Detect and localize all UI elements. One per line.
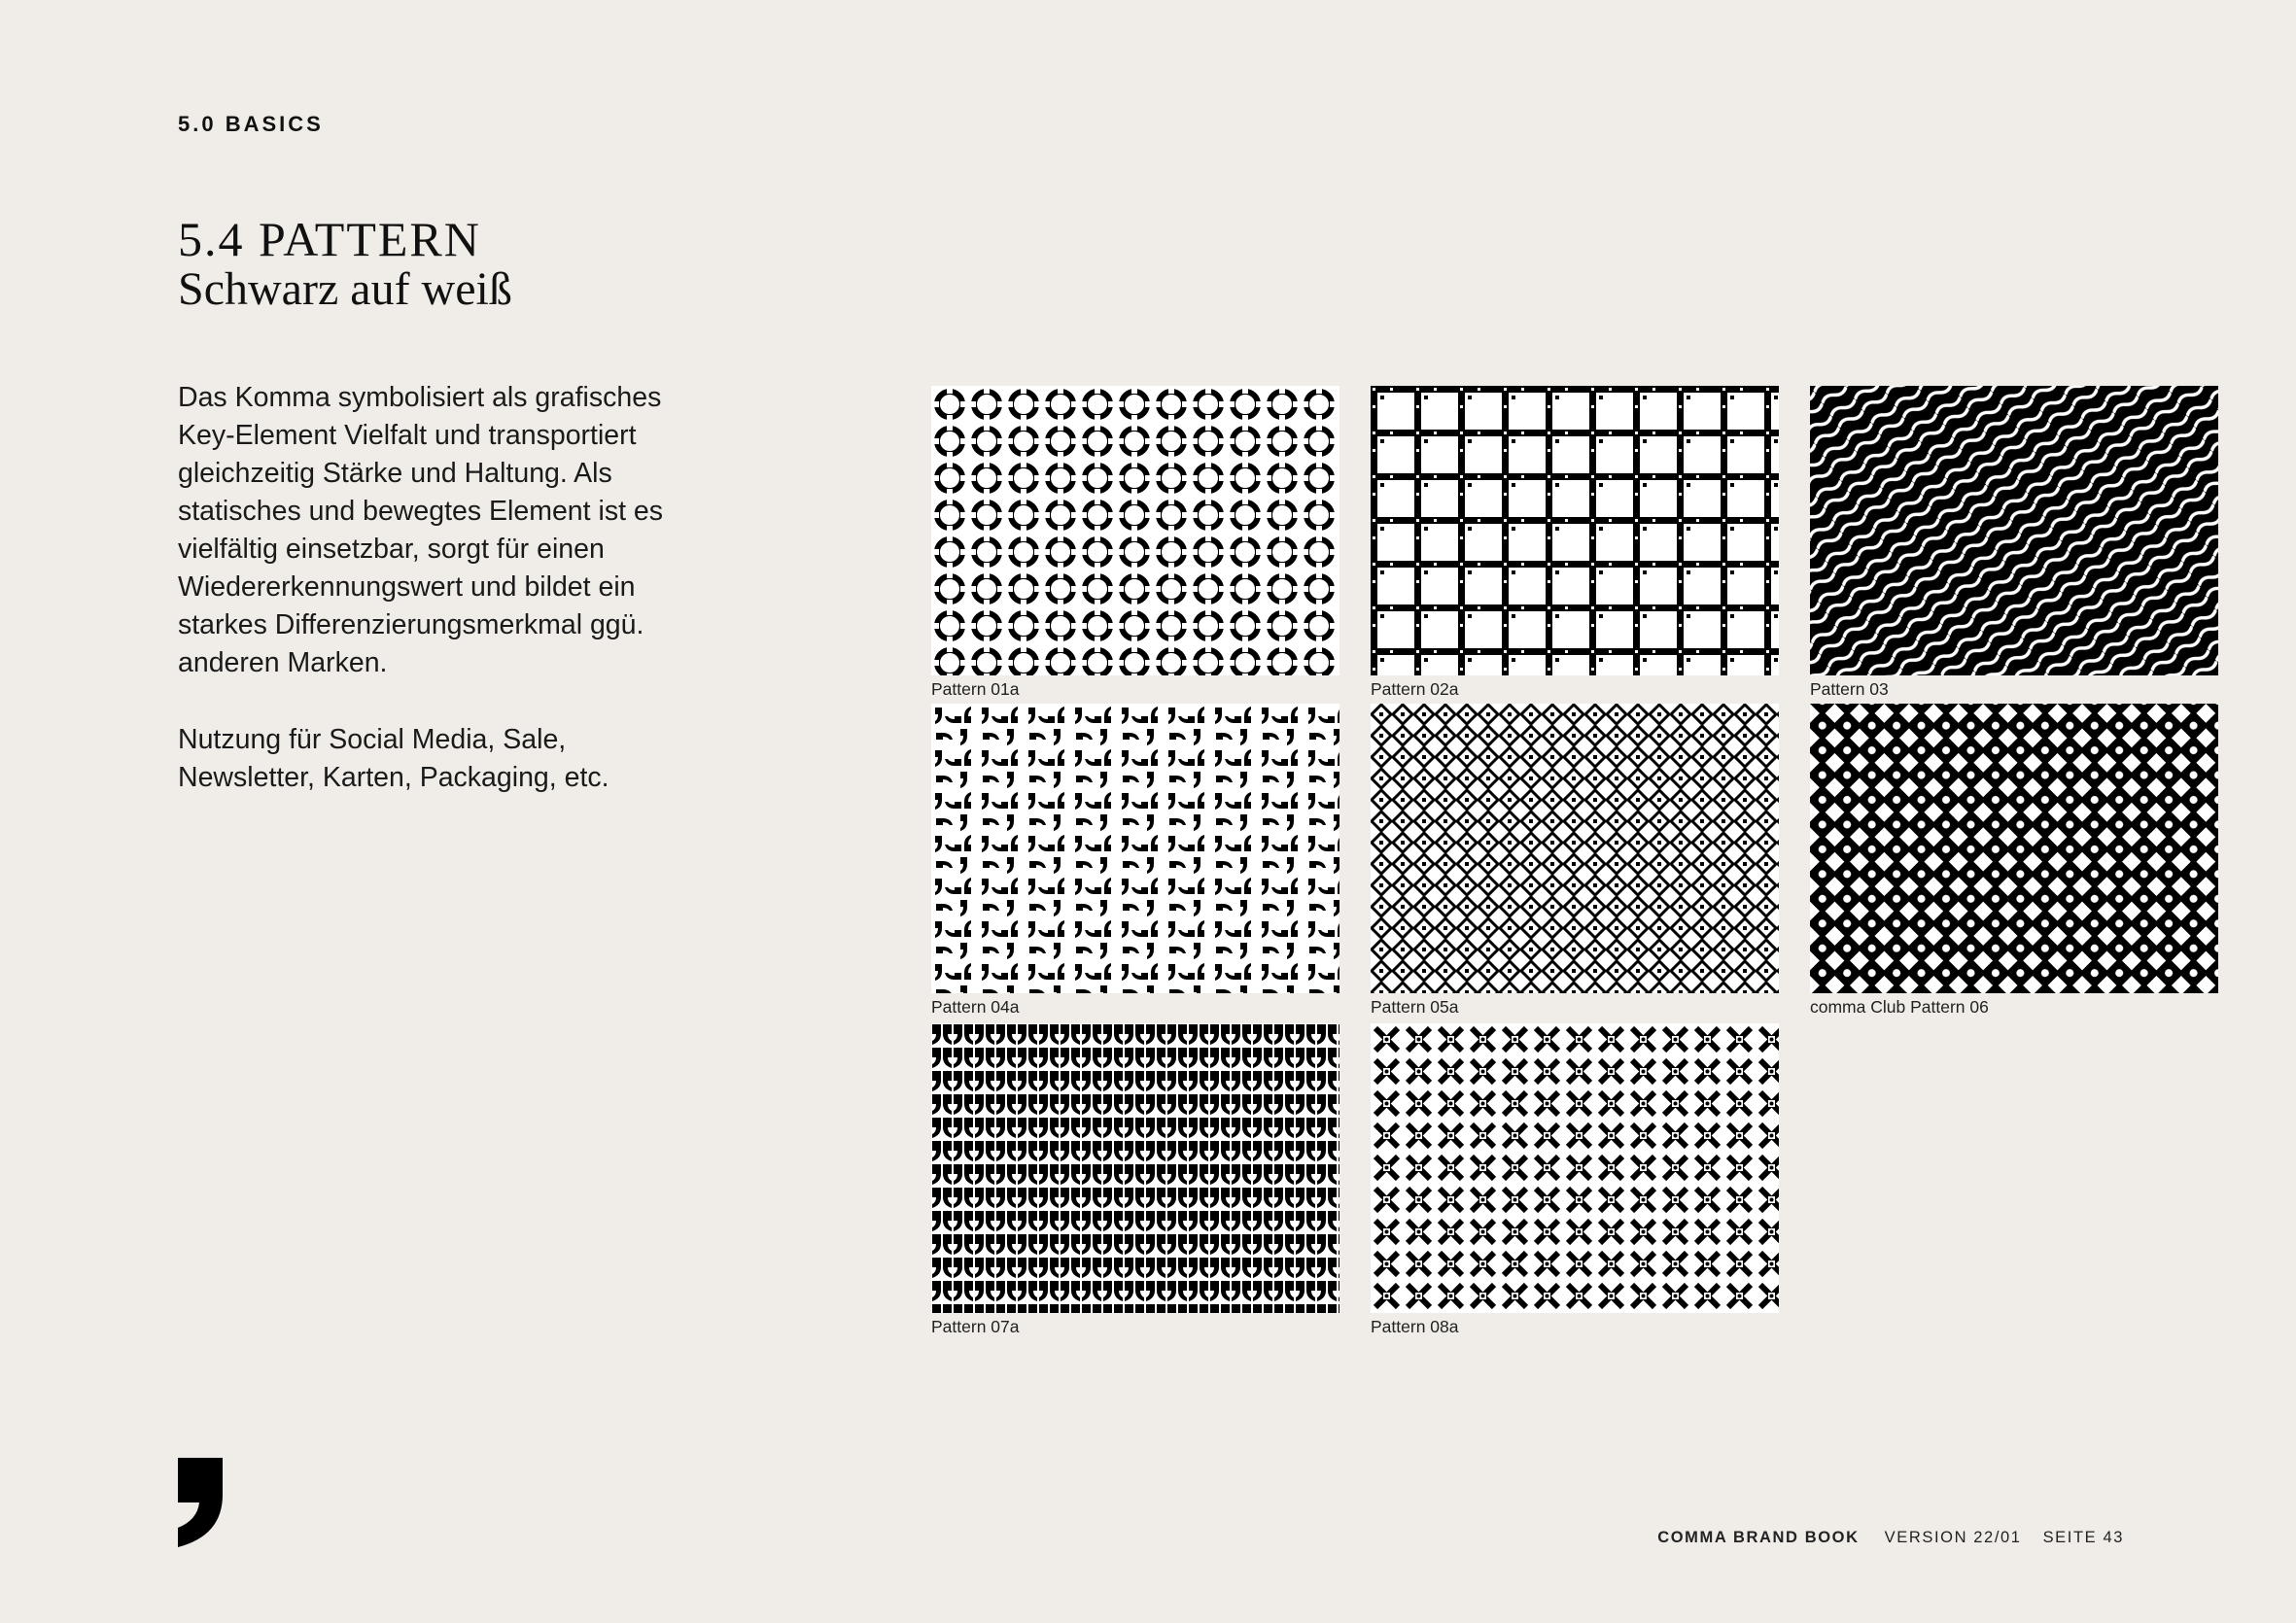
footer bbox=[1657, 1529, 2124, 1547]
pattern-caption: Pattern 01a bbox=[931, 679, 1020, 699]
footer-version: VERSION 22/01 bbox=[1884, 1529, 2022, 1546]
body-paragraph-usage: Nutzung für Social Media, Sale, Newsletter, Karten, Packaging, etc. bbox=[178, 724, 609, 793]
pattern-caption: Pattern 08a bbox=[1371, 1317, 1459, 1336]
pattern-caption: Pattern 04a bbox=[931, 997, 1020, 1017]
comma-logo-icon bbox=[178, 1458, 223, 1547]
pattern-02a-swatch bbox=[1371, 386, 1779, 675]
body-paragraph-intro: Das Komma symbolisiert als grafisches Key-Element Vielfalt und transportiert gleichzeitig Stärke und Haltung. Als statisches und bewegtes Element ist es vielfältig einsetzbar, sorgt für einen Wiedererkennungswert und bildet ein starkes Differenzierungsmerkmal ggü. anderen Marken. bbox=[178, 382, 664, 678]
pattern-caption: Pattern 03 bbox=[1810, 679, 1889, 699]
pattern-07a-swatch bbox=[931, 1023, 1339, 1313]
pattern-04a-swatch bbox=[931, 704, 1339, 993]
section-label: 5.0 BASICS bbox=[178, 112, 324, 136]
pattern-05a-swatch bbox=[1371, 704, 1779, 993]
pattern-tile-05a bbox=[1371, 704, 1779, 1017]
pattern-caption: Pattern 07a bbox=[931, 1317, 1020, 1336]
pattern-03-swatch bbox=[1810, 386, 2218, 675]
pattern-tile-03 bbox=[1810, 386, 2218, 699]
footer-brand: COMMA BRAND BOOK bbox=[1657, 1529, 1860, 1546]
pattern-08a-swatch bbox=[1371, 1023, 1779, 1313]
pattern-01a-swatch bbox=[931, 386, 1339, 675]
pattern-tile-02a bbox=[1371, 386, 1779, 699]
pattern-caption: Pattern 02a bbox=[1371, 679, 1459, 699]
pattern-tile-04a bbox=[931, 704, 1339, 1017]
pattern-caption: comma Club Pattern 06 bbox=[1810, 997, 1989, 1017]
footer-page-number: SEITE 43 bbox=[2042, 1529, 2124, 1546]
pattern-tile-06 bbox=[1810, 704, 2218, 1017]
pattern-caption: Pattern 05a bbox=[1371, 997, 1459, 1017]
page-subtitle: Schwarz auf weiß bbox=[178, 263, 512, 315]
page-title: 5.4 PATTERN bbox=[178, 212, 481, 266]
pattern-tile-07a bbox=[931, 1023, 1339, 1336]
pattern-06-swatch bbox=[1810, 704, 2218, 993]
pattern-tile-01a bbox=[931, 386, 1339, 699]
pattern-tile-08a bbox=[1371, 1023, 1779, 1336]
